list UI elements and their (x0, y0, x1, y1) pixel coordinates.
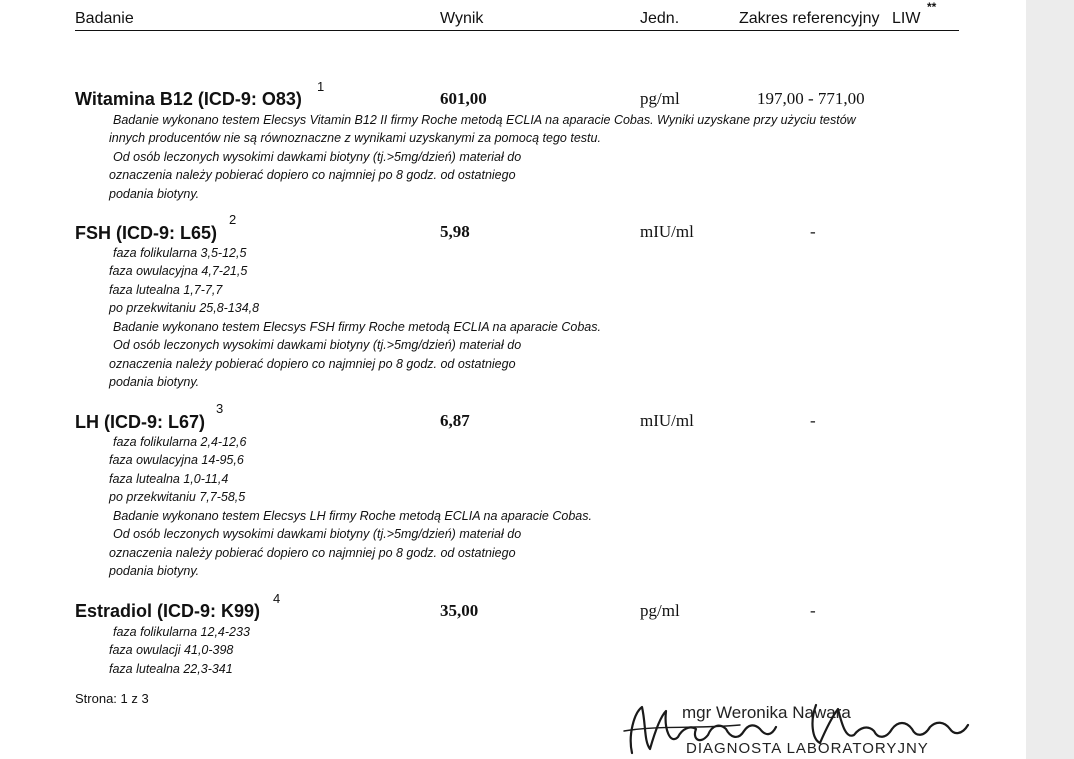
test-index: 3 (216, 401, 224, 416)
test-note: podania biotyny. (109, 564, 200, 578)
test-note: Od osób leczonych wysokimi dawkami biotyny (tj.>5mg/dzień) materiał do (113, 150, 522, 164)
test-result: 35,00 (440, 601, 479, 620)
test-reference: - (810, 601, 816, 620)
test-note: faza owulacji 41,0-398 (109, 643, 234, 657)
test-unit: mIU/ml (640, 222, 694, 241)
test-note: Od osób leczonych wysokimi dawkami biotyny (tj.>5mg/dzień) materiał do (113, 338, 522, 352)
test-result: 5,98 (440, 222, 470, 241)
test-name: Estradiol (ICD-9: K99) (75, 601, 261, 621)
test-note: oznaczenia należy pobierać dopiero co najmniej po 8 godz. od ostatniego (109, 168, 516, 182)
test-note: Badanie wykonano testem Elecsys FSH firmy Roche metodą ECLIA na aparacie Cobas. (113, 320, 601, 334)
test-note: faza lutealna 1,0-11,4 (109, 472, 229, 486)
column-header-result: Wynik (440, 10, 484, 27)
test-note: Badanie wykonano testem Elecsys LH firmy Roche metodą ECLIA na aparacie Cobas. (113, 509, 592, 523)
column-header-test: Badanie (75, 10, 134, 27)
page-number: Strona: 1 z 3 (75, 691, 149, 706)
test-note: faza folikularna 2,4-12,6 (113, 435, 247, 449)
signature-name: mgr Weronika Nawara (682, 703, 851, 722)
handwritten-signature (620, 695, 980, 759)
header-divider (75, 30, 959, 31)
test-note: Badanie wykonano testem Elecsys Vitamin B12 II firmy Roche metodą ECLIA na aparacie Cobas. Wyniki uzyskane przy użyciu testów (113, 113, 856, 127)
test-reference: - (810, 411, 816, 430)
test-note: faza folikularna 12,4-233 (113, 625, 250, 639)
test-note: po przekwitaniu 7,7-58,5 (109, 490, 246, 504)
test-note: po przekwitaniu 25,8-134,8 (109, 301, 260, 315)
signature-title: DIAGNOSTA LABORATORYJNY (686, 740, 929, 757)
test-note: faza lutealna 1,7-7,7 (109, 283, 223, 297)
test-unit: mIU/ml (640, 411, 694, 430)
test-note: faza owulacyjna 4,7-21,5 (109, 264, 248, 278)
test-note: faza owulacyjna 14-95,6 (109, 453, 244, 467)
test-unit: pg/ml (640, 601, 680, 620)
test-note: oznaczenia należy pobierać dopiero co najmniej po 8 godz. od ostatniego (109, 357, 516, 371)
test-name: FSH (ICD-9: L65) (75, 223, 218, 243)
test-note: faza lutealna 22,3-341 (109, 662, 233, 676)
liw-footnote-mark: ** (927, 0, 937, 14)
test-note: faza folikularna 3,5-12,5 (113, 246, 247, 260)
test-index: 1 (317, 79, 325, 94)
test-index: 4 (273, 591, 281, 606)
test-note: podania biotyny. (109, 187, 200, 201)
test-result: 6,87 (440, 411, 470, 430)
test-index: 2 (229, 212, 237, 227)
test-name: Witamina B12 (ICD-9: O83) (75, 89, 302, 109)
test-reference: 197,00 - 771,00 (757, 89, 865, 108)
test-unit: pg/ml (640, 89, 680, 108)
test-name: LH (ICD-9: L67) (75, 412, 205, 432)
column-header-reference: Zakres referencyjny (739, 10, 880, 27)
test-note: podania biotyny. (109, 375, 200, 389)
test-note: Od osób leczonych wysokimi dawkami biotyny (tj.>5mg/dzień) materiał do (113, 527, 522, 541)
test-note: oznaczenia należy pobierać dopiero co najmniej po 8 godz. od ostatniego (109, 546, 516, 560)
test-note: innych producentów nie są równoznaczne z wynikami uzyskanymi za pomocą tego testu. (109, 131, 601, 145)
column-header-liw: LIW (892, 10, 921, 27)
test-reference: - (810, 222, 816, 241)
column-header-unit: Jedn. (640, 10, 680, 27)
test-result: 601,00 (440, 89, 487, 108)
